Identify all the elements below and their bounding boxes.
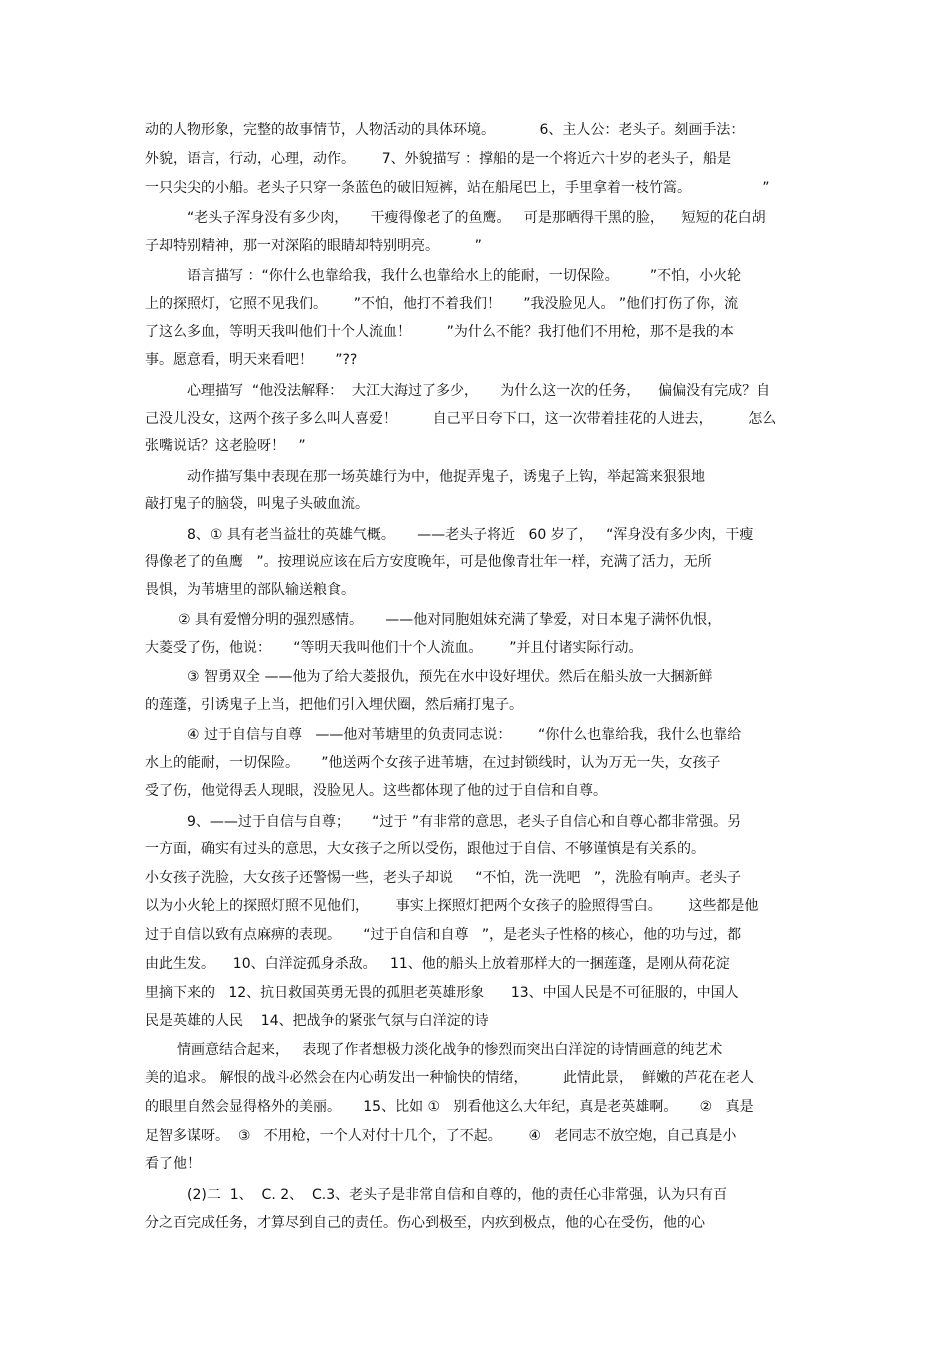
text-line: 小女孩子洗脸，大女孩子还警惕一些，老头子却说 “不怕，洗一洗吧 ”，洗脸有响声。老头子 [145,870,742,886]
text-line: 9、——过于自信与自尊； “过于 ”有非常的意思，老头子自信心和自尊心都非常强。另 [187,814,742,830]
text-line: ② 具有爱憎分明的强烈感情。 ——他对同胞姐妹充满了挚爱，对日本鬼子满怀仇恨， [178,612,722,628]
text-line: 以为小火轮上的探照灯照不见他们， 事实上探照灯把两个女孩子的脸照得雪白。 这些都是他 [145,898,759,914]
text-line: 敲打鬼子的脑袋，叫鬼子头破血流。 [145,496,369,512]
text-line: 外貌，语言，行动，心理，动作。 7、外貌描写 ：撑船的是一个将近六十岁的老头子，船是 [145,151,732,167]
text-line: 一方面，确实有过头的意思，大女孩子之所以受伤，跟他过于自信、不够谨慎是有关系的。 [145,841,705,857]
text-line: 的莲蓬，引诱鬼子上当，把他们引入埋伏圈，然后痛打鬼子。 [145,697,523,713]
text-line: 一只尖尖的小船。老头子只穿一条蓝色的破旧短裤，站在船尾巴上，手里拿着一枝竹篙。 ” [145,180,770,196]
text-line: “老头子浑身没有多少肉， 干瘦得像老了的鱼鹰。 可是那晒得干黑的脸， 短短的花白胡 [187,210,766,226]
text-line: 动作描写集中表现在那一场英雄行为中，他捉弄鬼子，诱鬼子上钩，举起篙来狠狠地 [187,469,705,485]
text-line: 上的探照灯，它照不见我们。 ”不怕，他打不着我们！ ”我没脸见人。 ”他们打伤了你，流 [145,296,739,312]
text-line: 了这么多血，等明天我叫他们十个人流血！ ”为什么不能？我打他们不用枪，那不是我的本 [145,324,734,340]
text-line: 畏惧，为苇塘里的部队输送粮食。 [145,582,355,598]
text-line: 得像老了的鱼鹰 ”。按理说应该在后方安度晚年，可是他像青壮年一样，充满了活力，无所 [145,554,712,570]
text-line: 的眼里自然会显得格外的美丽。 15、比如 ① 别看他这么大年纪，真是老英雄啊。 ② 真是 [145,1099,754,1115]
text-line: 民是英雄的人民 14、把战争的紧张气氛与白洋淀的诗 [145,1013,489,1029]
text-line: 张嘴说话？这老脸呀！ ” [145,438,306,454]
text-line: 事。愿意看，明天来看吧！ ”?? [145,352,358,368]
text-line: 过于自信以致有点麻痹的表现。 “过于自信和自尊 ”，是老头子性格的核心，他的功与过，都 [145,927,742,943]
text-line: 足智多谋呀。 ③ 不用枪，一个人对付十几个，了不起。 ④ 老同志不放空炮，自己真是小 [145,1128,737,1144]
text-line: 动的人物形象，完整的故事情节，人物活动的具体环境。 6、主人公：老头子。刻画手法： [145,122,745,138]
text-line: ③ 智勇双全 ——他为了给大菱报仇，预先在水中设好埋伏。然后在船头放一大捆新鲜 [187,669,713,685]
text-line: 由此生发。 10、白洋淀孤身杀敌。 11、他的船头上放着那样大的一捆莲蓬，是刚从荷花淀 [145,956,730,972]
text-line: ④ 过于自信与自尊 ——他对苇塘里的负责同志说： “你什么也靠给我，我什么也靠给 [187,727,742,743]
text-line: 子却特别精神，那一对深陷的眼睛却特别明亮。 ” [145,238,482,254]
text-line: (2)二 1、 C. 2、 C.3、老头子是非常自信和自尊的，他的责任心非常强，认为只有百 [187,1187,728,1203]
text-line: 心理描写 “他没法解释： 大江大海过了多少， 为什么这一次的任务， 偏偏没有完成？自 [187,383,771,399]
text-line: 看了他！ [145,1156,201,1172]
text-line: 里摘下来的 12、抗日救国英勇无畏的孤胆老英雄形象 13、中国人民是不可征服的，中国人 [145,985,739,1001]
text-line: 己没儿没女，这两个孩子多么叫人喜爱！ 自己平日夸下口，这一次带着挂花的人进去， 怎么 [145,411,777,427]
text-line: 美的追求。 解恨的战斗必然会在内心萌发出一种愉快的情绪， 此情此景， 鲜嫩的芦花在老人 [145,1070,754,1086]
text-line: 情画意结合起来， 表现了作者想极力淡化战争的惨烈而突出白洋淀的诗情画意的纯艺术 [177,1042,723,1058]
text-line: 受了伤，他觉得丢人现眼，没脸见人。这些都体现了他的过于自信和自尊。 [145,783,607,799]
text-line: 语言描写 ：“你什么也靠给我，我什么也靠给水上的能耐，一切保险。 ”不怕，小火轮 [187,268,742,284]
text-line: 大菱受了伤，他说： “等明天我叫他们十个人流血。 ”并且付诸实际行动。 [145,640,643,656]
text-line: 8、① 具有老当益壮的英雄气概。 ——老头子将近 60 岁了， “浑身没有多少肉，干瘦 [187,527,754,543]
text-line: 水上的能耐，一切保险。 ”他送两个女孩子进苇塘，在过封锁线时，认为万无一失，女孩子 [145,755,721,771]
text-line: 分之百完成任务，才算尽到自己的责任。伤心到极至，内疚到极点，他的心在受伤，他的心 [145,1215,705,1231]
